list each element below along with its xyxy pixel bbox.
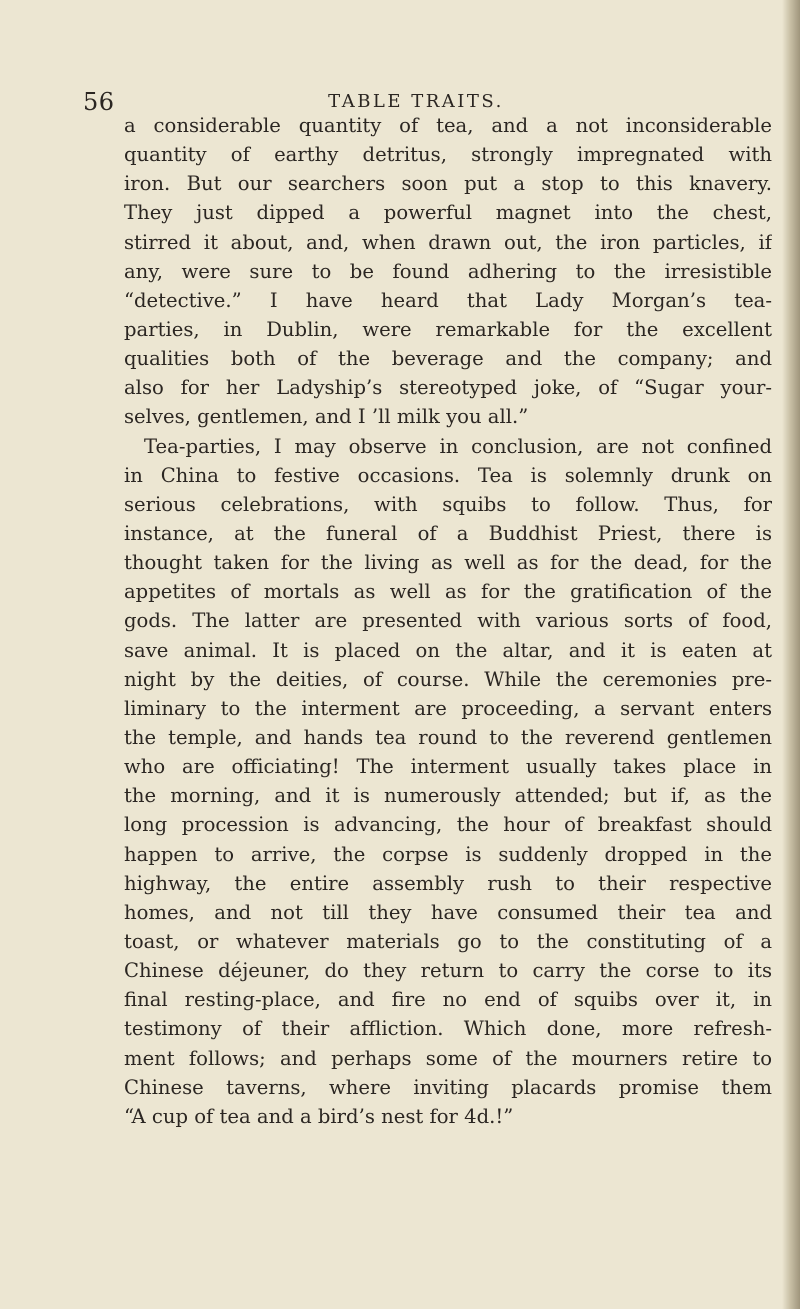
text-line: happen to arrive, the corpse is suddenly dropped in the	[124, 842, 772, 866]
text-line: parties, in Dublin, were remarkable for the excellent	[124, 317, 772, 341]
text-line: who are officiating! The interment usually takes place in	[124, 755, 772, 779]
page-edge-shadow	[782, 0, 800, 1309]
text-line: a considerable quantity of tea, and a not inconsiderable	[124, 114, 772, 137]
text-line: qualities both of the beverage and the company; and	[124, 347, 772, 371]
text-line: ment follows; and perhaps some of the mourners retire to	[124, 1046, 772, 1070]
text-line: the morning, and it is numerously attended; but if, as the	[124, 784, 772, 808]
text-line: iron. But our searchers soon put a stop to this knavery.	[124, 172, 772, 196]
text-line: long procession is advancing, the hour of breakfast should	[124, 813, 772, 837]
text-line: testimony of their affliction. Which done, more refresh-	[124, 1017, 772, 1041]
text-line: “detective.” I have heard that Lady Morgan’s tea-	[124, 288, 772, 312]
text-line: They just dipped a powerful magnet into the chest,	[124, 201, 772, 225]
text-line: selves, gentlemen, and I ’ll milk you all.”	[124, 405, 529, 429]
text-line: also for her Ladyship’s stereotyped joke, of “Sugar your-	[124, 376, 772, 400]
text-line: final resting-place, and fire no end of squibs over it, in	[124, 988, 772, 1012]
text-line: homes, and not till they have consumed their tea and	[124, 900, 772, 924]
text-line: liminary to the interment are proceeding, a servant enters	[124, 696, 772, 720]
text-line: stirred it about, and, when drawn out, the iron particles, if	[124, 230, 772, 254]
text-line: any, were sure to be found adhering to the irresistible	[124, 259, 772, 283]
text-line: quantity of earthy detritus, strongly impregnated with	[124, 143, 772, 167]
text-line: gods. The latter are presented with various sorts of food,	[124, 609, 772, 633]
text-line: highway, the entire assembly rush to their respective	[124, 871, 772, 895]
text-line: “A cup of tea and a bird’s nest for 4d.!”	[124, 1104, 514, 1128]
running-head: TABLE TRAITS.	[328, 91, 504, 112]
text-line: Chinese déjeuner, do they return to carry the corse to its	[124, 959, 772, 983]
text-line: Chinese taverns, where inviting placards promise them	[124, 1075, 772, 1099]
text-line: serious celebrations, with squibs to follow. Thus, for	[124, 492, 772, 516]
text-line: the temple, and hands tea round to the reverend gentlemen	[124, 725, 772, 749]
text-line: Tea-parties, I may observe in conclusion, are not confined	[144, 434, 772, 458]
text-line: save animal. It is placed on the altar, and it is eaten at	[124, 638, 772, 662]
text-line: in China to festive occasions. Tea is solemnly drunk on	[124, 463, 772, 487]
text-line: instance, at the funeral of a Buddhist Priest, there is	[124, 521, 772, 545]
text-line: night by the deities, of course. While the ceremonies pre-	[124, 667, 772, 691]
text-line: appetites of mortals as well as for the gratification of the	[124, 580, 772, 604]
text-line: toast, or whatever materials go to the constituting of a	[124, 929, 772, 953]
body-text	[124, 111, 772, 1131]
page-number: 56	[83, 88, 115, 116]
text-line: thought taken for the living as well as for the dead, for the	[124, 551, 772, 575]
